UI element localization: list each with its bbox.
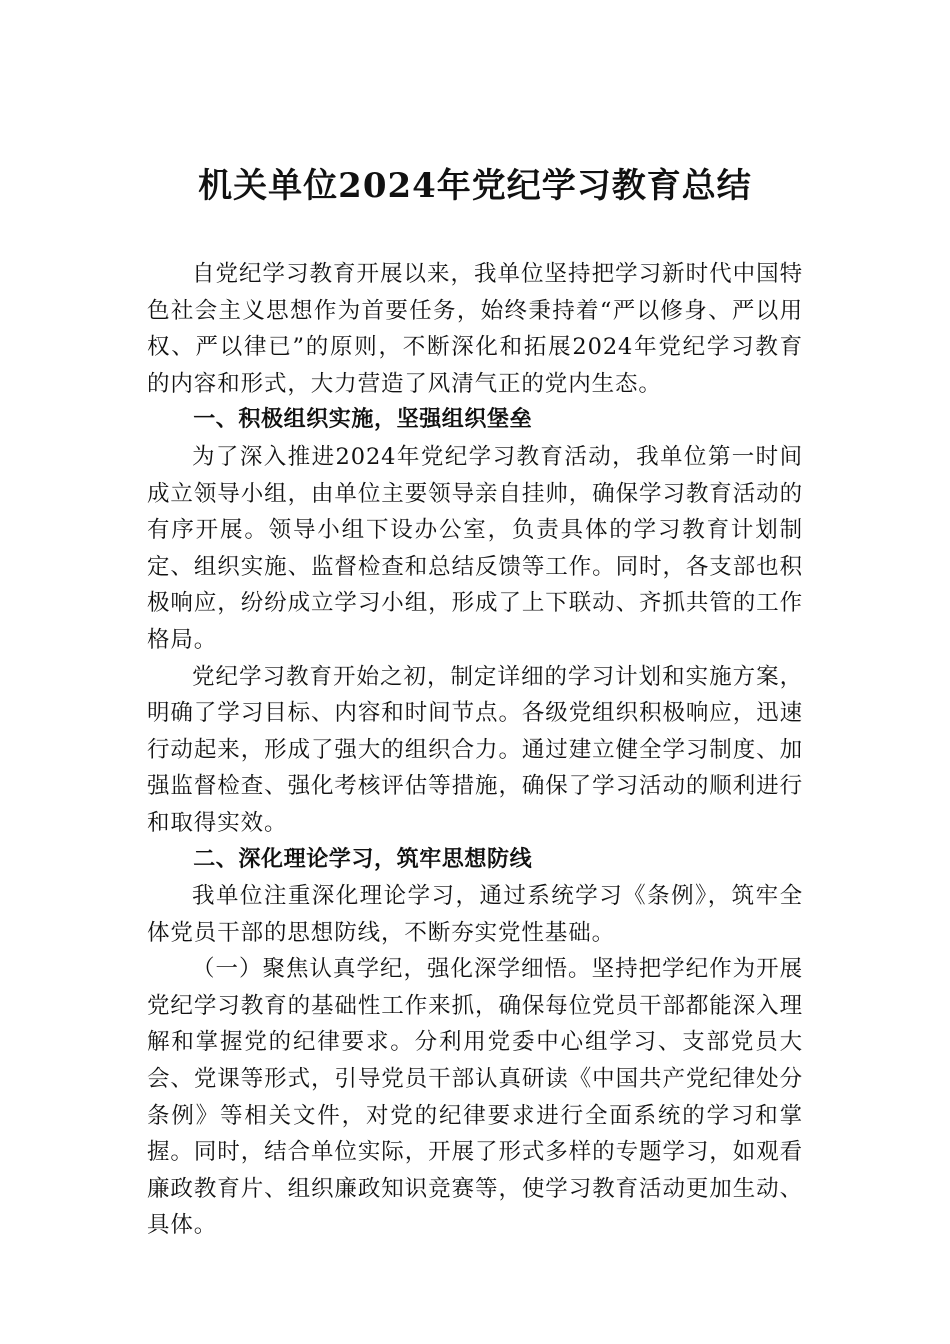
- body-paragraph: 党纪学习教育开始之初，制定详细的学习计划和实施方案，明确了学习目标、内容和时间节点。各级党组织积极响应，迅速行动起来，形成了强大的组织合力。通过建立健全学习制度、加强监督检查、强化考核评估等措施，确保了学习活动的顺利进行和取得实效。: [147, 663, 803, 836]
- body-paragraph: 我单位注重深化理论学习，通过系统学习《条例》，筑牢全体党员干部的思想防线，不断夯实党性基础。: [147, 883, 803, 946]
- body-paragraph: 为了深入推进2024年党纪学习教育活动，我单位第一时间成立领导小组，由单位主要领导亲自挂帅，确保学习教育活动的有序开展。领导小组下设办公室，负责具体的学习教育计划制定、组织实施、监督检查和总结反馈等工作。同时，各支部也积极响应，纷纷成立学习小组，形成了上下联动、齐抓共管的工作格局。: [147, 443, 803, 653]
- intro-paragraph: 自党纪学习教育开展以来，我单位坚持把学习新时代中国特色社会主义思想作为首要任务，始终秉持着“严以修身、严以用权、严以律已”的原则，不断深化和拓展2024年党纪学习教育的内容和形式，大力营造了风清气正的党内生态。: [147, 261, 803, 397]
- subsection-paragraph-1: （一）聚焦认真学纪，强化深学细悟。坚持把学纪作为开展党纪学习教育的基础性工作来抓，确保每位党员干部都能深入理解和掌握党的纪律要求。分利用党委中心组学习、支部党员大会、党课等形式，引导党员干部认真研读《中国共产党纪律处分条例》等相关文件，对党的纪律要求进行全面系统的学习和掌握。同时，结合单位实际，开展了形式多样的专题学习，如观看廉政教育片、组织廉政知识竞赛等，使学习教育活动更加生动、具体。: [147, 956, 803, 1239]
- document-title: 机关单位2024年党纪学习教育总结: [198, 166, 752, 206]
- section-heading-2: 二、深化理论学习，筑牢思想防线: [193, 846, 533, 872]
- document-body: [147, 256, 803, 1244]
- section-heading-1: 一、积极组织实施，坚强组织堡垒: [193, 407, 533, 433]
